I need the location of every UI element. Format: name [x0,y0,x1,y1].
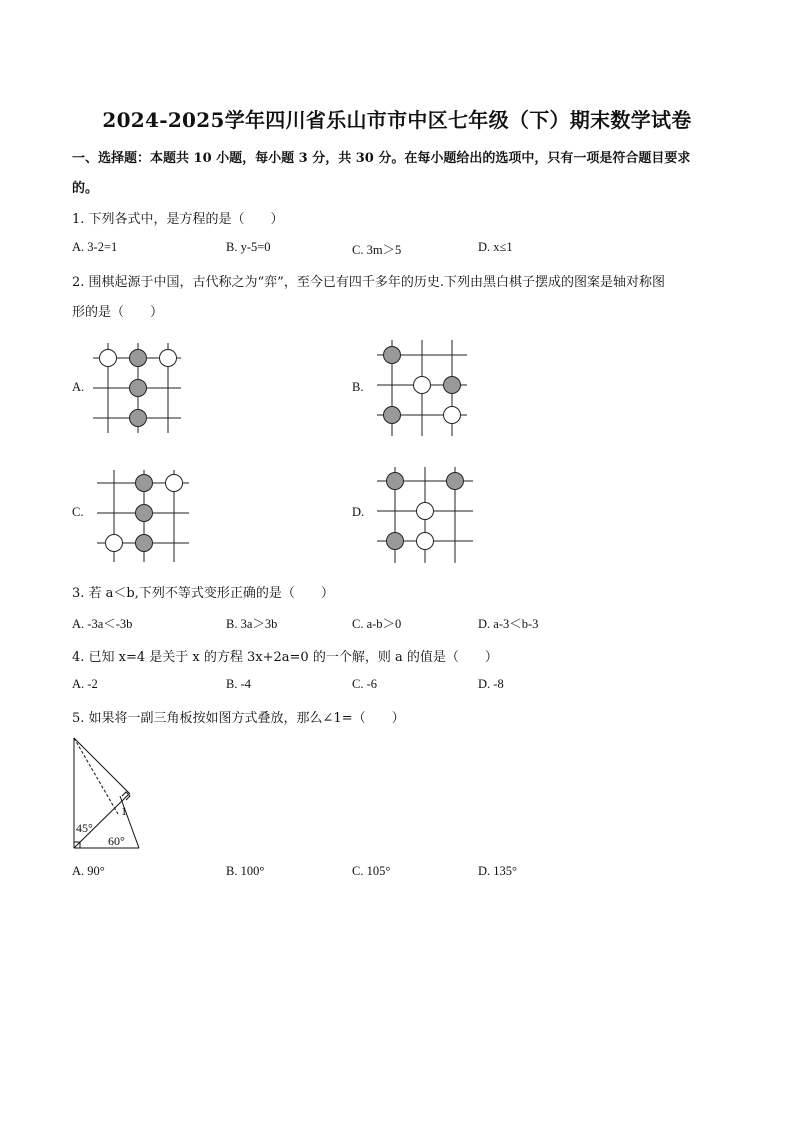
q5-option-c: C. 105° [352,864,391,878]
q2-stem-line1: 2. 围棋起源于中国，古代称之为“弈”，至今已有四千多年的历史.下列由黑白棋子摆成的图案是轴对称图 [72,275,665,290]
q2-figure-c [94,467,194,567]
q1-option-b: B. y-5=0 [226,240,271,254]
q3-option-c: C. a-b＞0 [352,617,402,631]
q3-stem: 3. 若 a＜b,下列不等式变形正确的是（ ） [72,586,334,601]
section-heading-line2: 的。 [72,181,99,196]
q5-label-60: 60° [108,834,125,848]
q4-option-a: A. -2 [72,677,98,691]
q5-option-a: A. 90° [72,864,105,878]
q1-stem: 1. 下列各式中，是方程的是（ ） [72,212,284,227]
q5-label-45: 45° [76,821,93,835]
q1-option-c: C. 3m＞5 [352,243,402,257]
q5-triangle-figure [68,734,148,854]
q2-label-d: D. [352,505,365,519]
q2-label-b: B. [352,380,364,394]
q4-option-d: D. -8 [478,677,504,691]
q2-label-c: C. [72,505,84,519]
page-title: 2024-2025学年四川省乐山市市中区七年级（下）期末数学试卷 [102,108,692,132]
section-heading-line1: 一、选择题：本题共 10 小题，每小题 3 分，共 30 分。在每小题给出的选项中，只有一项是符合题目要求 [72,151,691,166]
q4-option-b: B. -4 [226,677,251,691]
q3-option-a: A. -3a＜-3b [72,617,133,631]
q2-figure-d [375,465,475,565]
q5-option-d: D. 135° [478,864,518,878]
q2-figure-b [372,338,472,438]
q4-option-c: C. -6 [352,677,377,691]
q3-option-b: B. 3a＞3b [226,617,278,631]
q5-option-b: B. 100° [226,864,265,878]
q5-stem: 5. 如果将一副三角板按如图方式叠放，那么∠1=（ ） [72,711,405,726]
q2-figure-a [88,340,188,440]
q4-stem: 4. 已知 x=4 是关于 x 的方程 3x+2a=0 的一个解，则 a 的值是（ ） [72,650,498,665]
q2-stem-line2: 形的是（ ） [72,305,164,320]
q2-label-a: A. [72,380,85,394]
q1-option-a: A. 3-2=1 [72,240,118,254]
q1-option-d: D. x≤1 [478,240,513,254]
q3-option-d: D. a-3＜b-3 [478,617,539,631]
q5-label-1: 1 [121,804,127,818]
